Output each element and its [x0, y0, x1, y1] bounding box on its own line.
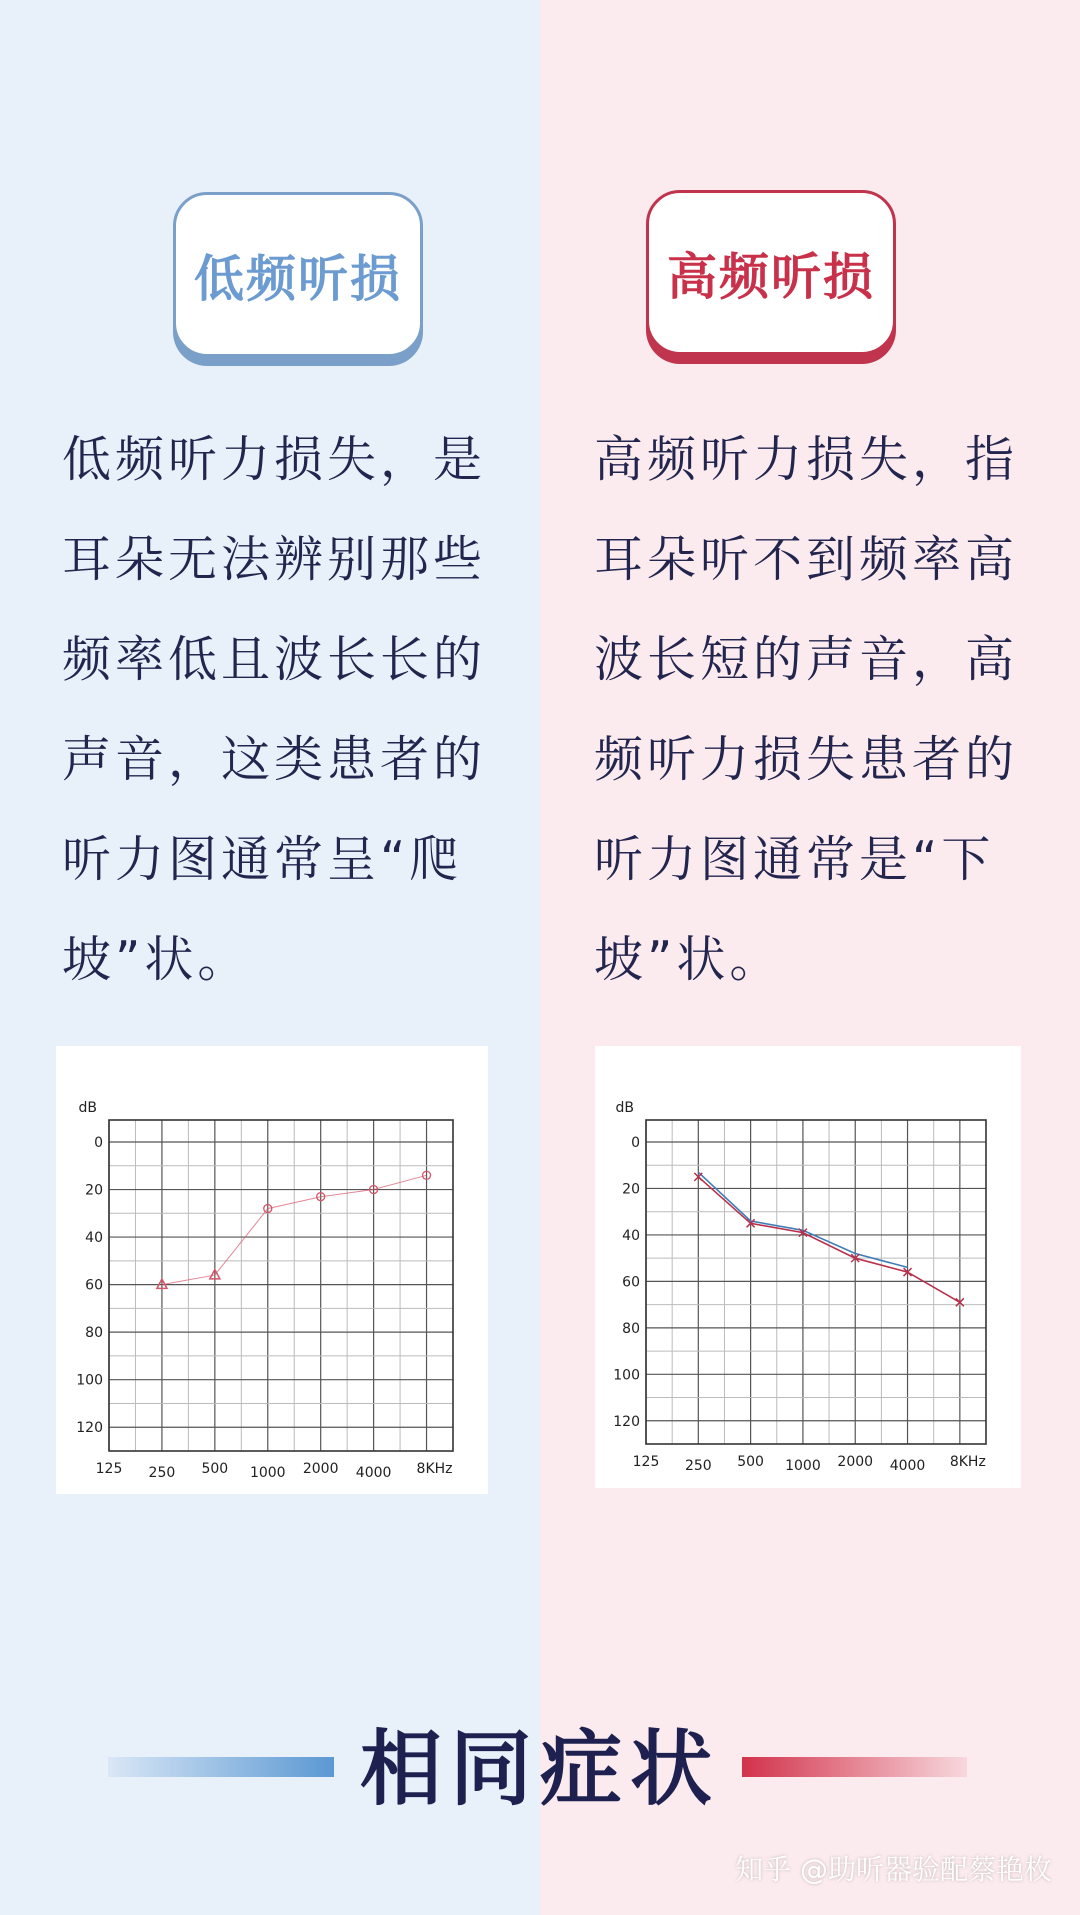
high-frequency-audiogram	[595, 1046, 1021, 1488]
y-tick-label: 120	[76, 1420, 103, 1437]
x-tick-label: 4000	[355, 1465, 392, 1481]
y-tick-label: 60	[85, 1277, 103, 1294]
x-tick-label: 125	[632, 1454, 660, 1470]
x-tick-label: 1000	[785, 1458, 821, 1474]
high-frequency-audiogram-svg	[595, 1046, 1021, 1488]
y-tick-label: 80	[85, 1325, 103, 1342]
x-tick-label: 250	[684, 1458, 712, 1474]
low-frequency-badge: 低频听损	[173, 192, 423, 357]
low-frequency-audiogram	[56, 1046, 488, 1494]
y-tick-label: 100	[613, 1367, 640, 1384]
x-tick-label: 125	[95, 1461, 123, 1477]
y-tick-label: 40	[622, 1227, 640, 1244]
x-tick-label: 8KHz	[949, 1454, 986, 1470]
y-tick-label: 0	[94, 1135, 103, 1151]
y-tick-label: 20	[85, 1182, 103, 1199]
low-frequency-audiogram-svg	[56, 1046, 488, 1494]
x-tick-label: 4000	[889, 1458, 926, 1474]
low-frequency-description: 低频听力损失，是耳朵无法辨别那些频率低且波长长的声音，这类患者的听力图通常呈“爬坡”状。	[62, 431, 487, 988]
high-frequency-badge: 高频听损	[646, 190, 896, 355]
y-tick-label: 40	[85, 1230, 103, 1247]
section-title: 相同症状	[359, 1722, 720, 1817]
y-tick-label: 100	[76, 1372, 103, 1389]
y-tick-label: 0	[631, 1135, 640, 1151]
x-tick-label: 1000	[249, 1465, 286, 1481]
x-tick-label: 2000	[302, 1461, 339, 1477]
x-tick-label: 250	[148, 1465, 176, 1481]
plot-frame	[646, 1120, 986, 1444]
y-tick-label: 120	[613, 1413, 640, 1430]
x-tick-label: 8KHz	[416, 1461, 453, 1477]
y-tick-label: 80	[622, 1320, 640, 1337]
y-axis-label: dB	[78, 1100, 97, 1116]
y-tick-label: 20	[622, 1181, 640, 1198]
x-tick-label: 500	[737, 1454, 764, 1470]
high-frequency-description: 高频听力损失，指耳朵听不到频率高波长短的声音，高频听力损失患者的听力图通常是“下坡”状。	[594, 431, 1019, 988]
watermark: 知乎 @助听器验配蔡艳枚	[735, 1853, 1052, 1886]
x-tick-label: 500	[201, 1461, 229, 1477]
y-axis-label: dB	[615, 1100, 634, 1116]
x-tick-label: 2000	[837, 1454, 874, 1470]
y-tick-label: 60	[622, 1274, 640, 1291]
plot-frame	[109, 1120, 453, 1451]
